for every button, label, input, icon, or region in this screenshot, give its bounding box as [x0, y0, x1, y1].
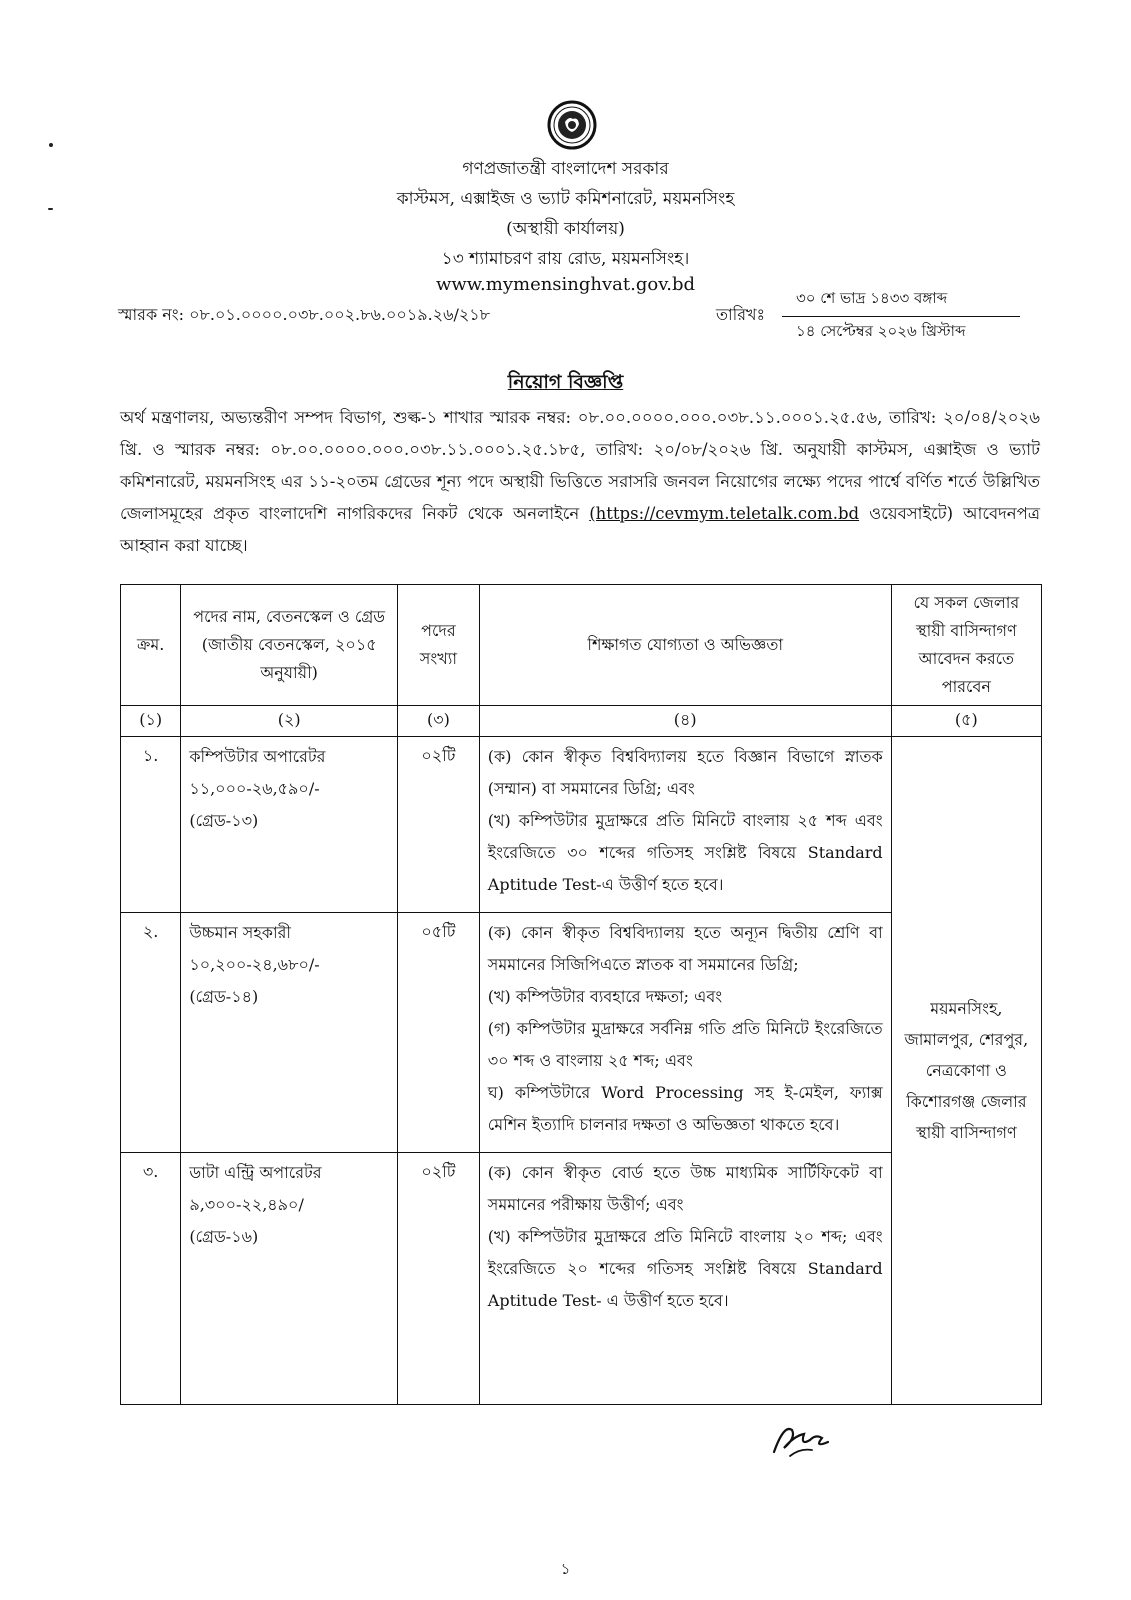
date-label: তারিখঃ	[716, 305, 766, 324]
column-number: (৪)	[479, 706, 891, 737]
column-number: (২)	[181, 706, 398, 737]
post-count: ০২টি	[398, 1153, 480, 1405]
application-url: (https://cevmym.teletalk.com.bd	[589, 504, 860, 523]
row-serial: ২.	[121, 913, 181, 1153]
qualification-cell	[479, 1153, 891, 1405]
header-qualification: শিক্ষাগত যোগ্যতা ও অভিজ্ঞতা	[479, 585, 891, 706]
column-number: (৩)	[398, 706, 480, 737]
header-post: পদের নাম, বেতনস্কেল ও গ্রেড (জাতীয় বেতনস্কেল, ২০১৫ অনুযায়ী)	[181, 585, 398, 706]
header-temporary-office: (অস্থায়ী কার্যালয়)	[506, 219, 625, 239]
qualification-item: (খ) কম্পিউটার মুদ্রাক্ষরে প্রতি মিনিটে বাংলায় ২০ শব্দ; এবং ইংরেজিতে ২০ শব্দের গতিসহ সংশ্লিষ্ট বিষয়ে Standard Aptitude Test- এ উত্তীর্ণ হতে হবে।	[487, 1227, 883, 1310]
grade: (গ্রেড-১৩)	[189, 811, 259, 830]
column-number: (৫)	[891, 706, 1041, 737]
date-bangla: ৩০ শে ভাদ্র ১৪৩৩ বঙ্গাব্দ	[796, 289, 948, 307]
notice-body-end: ওয়েবসাইটে) আবেদনপত্র আহ্বান করা যাচ্ছে।	[120, 504, 1040, 555]
post-count: ০৫টি	[398, 913, 480, 1153]
post-name: ডাটা এন্ট্রি অপারেটর	[189, 1163, 322, 1182]
header-serial: ক্রম.	[121, 585, 181, 706]
vacancy-table	[120, 584, 1042, 1405]
table-row	[121, 737, 1042, 913]
grade: (গ্রেড-১৬)	[189, 1227, 259, 1246]
post-cell	[181, 737, 398, 913]
qualification-item: (খ) কম্পিউটার ব্যবহারে দক্ষতা; এবং	[487, 987, 723, 1006]
signature-icon	[770, 1418, 834, 1462]
qualification-item: (ক) কোন স্বীকৃত বোর্ড হতে উচ্চ মাধ্যমিক সার্টিফিকেট বা সমমানের পরীক্ষায় উত্তীর্ণ; এবং	[487, 1163, 883, 1214]
notice-body-text: অর্থ মন্ত্রণালয়, অভ্যন্তরীণ সম্পদ বিভাগ, শুল্ক-১ শাখার স্মারক নম্বর: ০৮.০০.০০০০.০০০.০৩৮.১১.০০০১.২৫.৫৬, তারিখ: ২০/০৪/২০২৬ খ্রি. ও স্মারক নম্বর: ০৮.০০.০০০০.০০০.০৩৮.১১.০০০১.২৫.১৮৫, তারিখ: ২০/০৮/২০২৬ খ্রি. অনুযায়ী কাস্টমস, এক্সাইজ ও ভ্যাট কমিশনারেট, ময়মনসিংহ এর ১১-২০তম গ্রেডের শূন্য পদে অস্থায়ী ভিত্তিতে সরাসরি জনবল নিয়োগের লক্ষ্যে পদের পার্শ্বে বর্ণিত শর্তে উল্লিখিত জেলাসমূহের প্রকৃত বাংলাদেশি নাগরিকদের নিকট থেকে অনলাইনে	[120, 408, 1040, 523]
header-districts: যে সকল জেলার স্থায়ী বাসিন্দাগণ আবেদন করতে পারবেন	[891, 585, 1041, 706]
qualification-item: (খ) কম্পিউটার মুদ্রাক্ষরে প্রতি মিনিটে বাংলায় ২৫ শব্দ এবং ইংরেজিতে ৩০ শব্দের গতিসহ সংশ্লিষ্ট বিষয়ে Standard Aptitude Test-এ উত্তীর্ণ হতে হবে।	[487, 811, 883, 894]
post-name: উচ্চমান সহকারী	[189, 923, 291, 942]
header-address: ১৩ শ্যামাচরণ রায় রোড, ময়মনসিংহ।	[441, 249, 690, 269]
header-count: পদের সংখ্যা	[398, 585, 480, 706]
post-cell	[181, 913, 398, 1153]
post-name: কম্পিউটার অপারেটর	[189, 747, 326, 766]
column-number: (১)	[121, 706, 181, 737]
pay-scale: ১১,০০০-২৬,৫৯০/-	[189, 779, 320, 798]
row-serial: ১.	[121, 737, 181, 913]
post-cell	[181, 1153, 398, 1405]
qualification-cell	[479, 913, 891, 1153]
government-emblem-icon	[547, 100, 597, 150]
page-number: ১	[560, 1560, 571, 1578]
header-website: www.mymensinghvat.gov.bd	[435, 274, 696, 295]
qualification-item: (ক) কোন স্বীকৃত বিশ্ববিদ্যালয় হতে অন্যূন দ্বিতীয় শ্রেণি বা সমমানের সিজিপিএতে স্নাতক বা সমমানের ডিগ্রি;	[487, 923, 883, 974]
eligible-districts: ময়মনসিংহ, জামালপুর, শেরপুর, নেত্রকোণা ও কিশোরগঞ্জ জেলার স্থায়ী বাসিন্দাগণ	[891, 737, 1041, 1405]
qualification-item: ঘ) কম্পিউটারে Word Processing সহ ই-মেইল, ফ্যাক্স মেশিন ইত্যাদি চালনার দক্ষতা ও অভিজ্ঞতা থাকতে হবে।	[487, 1083, 883, 1134]
header-office: কাস্টমস, এক্সাইজ ও ভ্যাট কমিশনারেট, ময়মনসিংহ	[396, 189, 735, 209]
margin-mark	[49, 143, 53, 147]
column-number-row	[121, 706, 1042, 737]
post-count: ০২টি	[398, 737, 480, 913]
row-serial: ৩.	[121, 1153, 181, 1405]
date-divider	[782, 316, 1020, 317]
qualification-cell	[479, 737, 891, 913]
notice-body	[120, 402, 1040, 562]
memo-number: স্মারক নং: ০৮.০১.০০০০.০৩৮.০০২.৮৬.০০১৯.২৬/২১৮	[118, 305, 491, 324]
pay-scale: ৯,৩০০-২২,৪৯০/	[189, 1195, 304, 1214]
grade: (গ্রেড-১৪)	[189, 987, 259, 1006]
date-gregorian: ১৪ সেপ্টেম্বর ২০২৬ খ্রিস্টাব্দ	[796, 322, 966, 340]
header-government: গণপ্রজাতন্ত্রী বাংলাদেশ সরকার	[462, 159, 669, 179]
pay-scale: ১০,২০০-২৪,৬৮০/-	[189, 955, 320, 974]
table-header-row	[121, 585, 1042, 706]
qualification-item: (গ) কম্পিউটার মুদ্রাক্ষরে সর্বনিম্ন গতি প্রতি মিনিটে ইংরেজিতে ৩০ শব্দ ও বাংলায় ২৫ শব্দ; এবং	[487, 1019, 883, 1070]
qualification-item: (ক) কোন স্বীকৃত বিশ্ববিদ্যালয় হতে বিজ্ঞান বিভাগে স্নাতক (সম্মান) বা সমমানের ডিগ্রি; এবং	[487, 747, 883, 798]
notice-title: নিয়োগ বিজ্ঞপ্তি	[507, 371, 624, 393]
